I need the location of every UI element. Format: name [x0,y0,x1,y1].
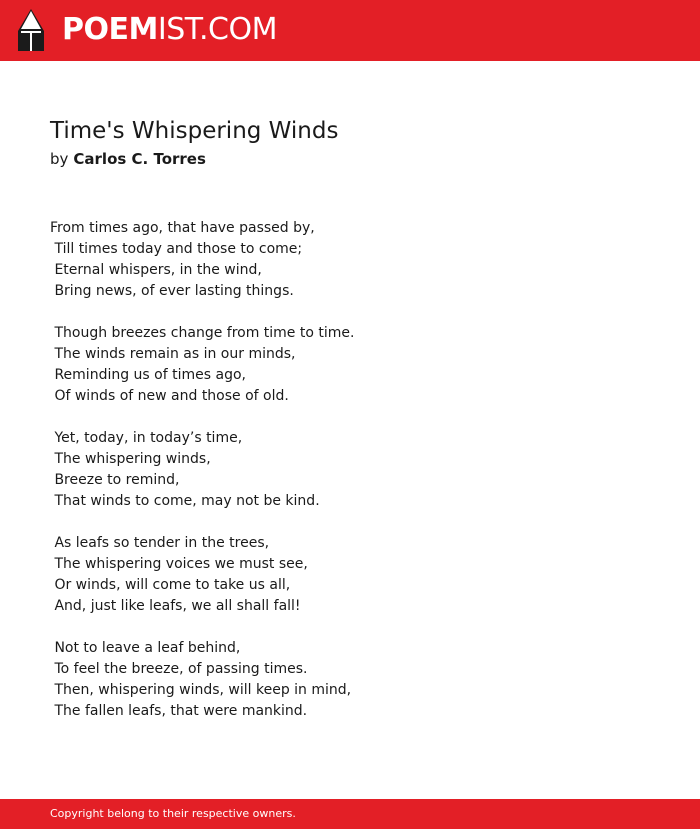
site-name-bold: POEM [62,12,158,47]
poem-line: The whispering voices we must see, [50,556,308,572]
poem-line: The winds remain as in our minds, [50,346,296,362]
poem-line: Breeze to remind, [50,472,180,488]
stanza [50,533,354,617]
poem-line: Yet, today, in today’s time, [50,430,243,446]
stanza [50,428,354,512]
site-name [62,9,277,51]
poem-line: To feel the breeze, of passing times. [50,661,308,677]
poem-line: Then, whispering winds, will keep in mind, [50,682,352,698]
site-name-light: IST.COM [157,12,277,47]
poem-line: From times ago, that have passed by, [50,220,315,236]
poem-line: And, just like leafs, we all shall fall! [50,598,301,614]
poem-title: Time's Whispering Winds [50,118,339,144]
poem-line: As leafs so tender in the trees, [50,535,270,551]
poem-line: The whispering winds, [50,451,211,467]
stanza [50,323,354,407]
site-logo[interactable] [18,9,277,51]
poem-line: Of winds of new and those of old. [50,388,289,404]
poem-line: Bring news, of ever lasting things. [50,283,294,299]
author-name: Carlos C. Torres [73,150,206,168]
poem-line: Though breezes change from time to time. [50,325,355,341]
poem-body [50,218,354,743]
stanza [50,218,354,302]
site-footer [0,799,700,829]
byline [50,149,338,169]
poem-line: Or winds, will come to take us all, [50,577,291,593]
poem-header [50,116,338,169]
poem-line: The fallen leafs, that were mankind. [50,703,308,719]
by-label: by [50,150,69,168]
pencil-icon [18,9,44,51]
poem-line: Reminding us of times ago, [50,367,246,383]
stanza [50,638,354,722]
poem-line: That winds to come, may not be kind. [50,493,320,509]
poem-line: Not to leave a leaf behind, [50,640,241,656]
poem-line: Till times today and those to come; [50,241,303,257]
poem-line: Eternal whispers, in the wind, [50,262,262,278]
copyright-notice: Copyright belong to their respective owners. [50,807,296,820]
site-header [0,0,700,61]
